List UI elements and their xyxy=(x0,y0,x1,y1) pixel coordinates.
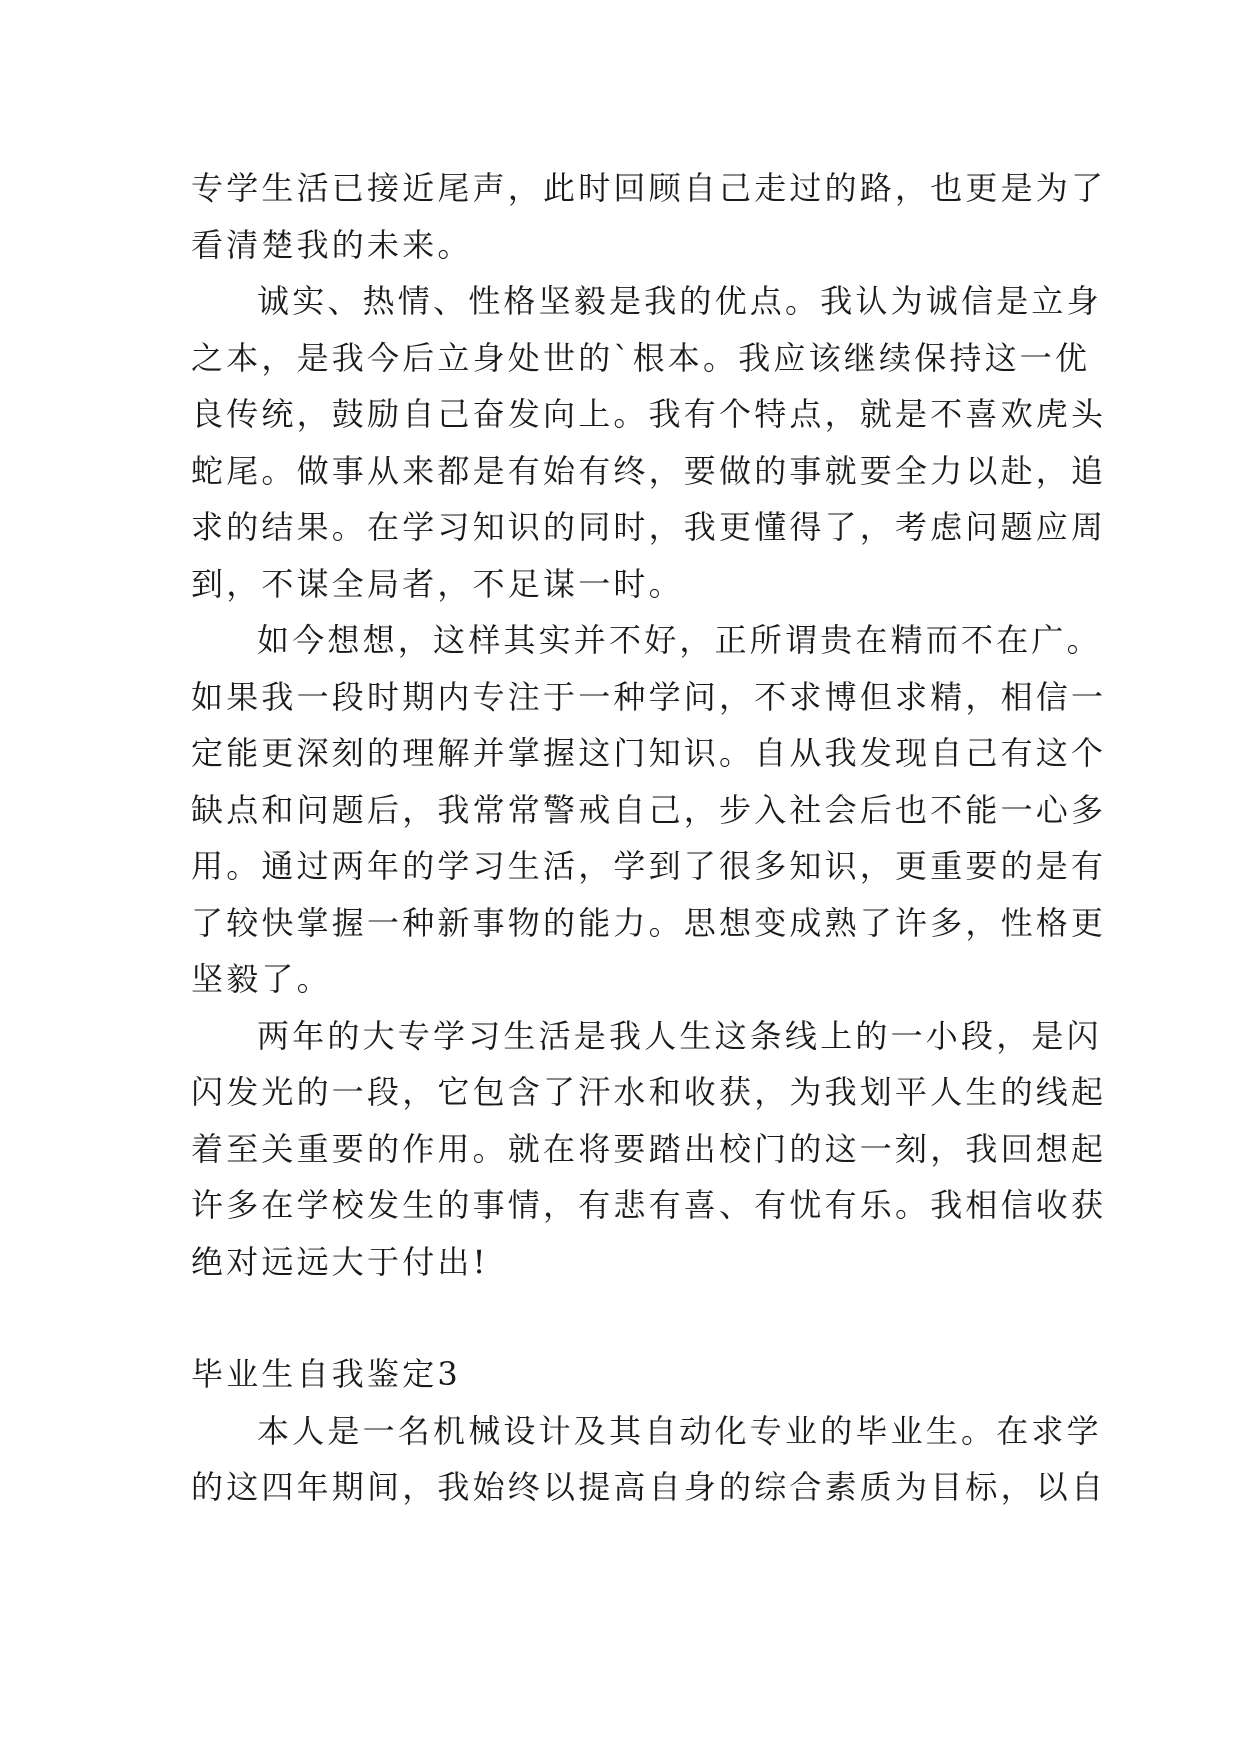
text-line: 坚毅了。 xyxy=(191,960,332,998)
text-line: 许多在学校发生的事情，有悲有喜、有忧有乐。我相信收获 xyxy=(191,1186,1107,1224)
text-line: 本人是一名机械设计及其自动化专业的毕业生。在求学 xyxy=(257,1411,1102,1450)
text-line: 到，不谋全局者，不足谋一时。 xyxy=(191,564,684,603)
text-line: 两年的大专学习生活是我人生这条线上的一小段，是闪 xyxy=(257,1016,1102,1055)
text-line: 专学生活已接近尾声，此时回顾自己走过的路，也更是为了 xyxy=(191,169,1107,207)
text-line: 缺点和问题后，我常常警戒自己，步入社会后也不能一心多 xyxy=(191,790,1107,829)
text-line: 求的结果。在学习知识的同时，我更懂得了，考虑问题应周 xyxy=(191,508,1107,546)
text-line: 的这四年期间，我始终以提高自身的综合素质为目标，以自 xyxy=(191,1468,1107,1506)
text-line: 良传统，鼓励自己奋发向上。我有个特点，就是不喜欢虎头 xyxy=(191,395,1107,433)
text-line: 闪发光的一段，它包含了汗水和收获，为我划平人生的线起 xyxy=(191,1073,1107,1111)
text-line: 着至关重要的作用。就在将要踏出校门的这一刻，我回想起 xyxy=(191,1129,1107,1168)
paragraph-3 xyxy=(191,612,1111,1008)
paragraph-5 xyxy=(191,1403,1111,1516)
paragraph-1 xyxy=(191,160,1111,273)
paragraph-4 xyxy=(191,1008,1111,1291)
text-line: 绝对远远大于付出! xyxy=(191,1242,489,1281)
document-body xyxy=(191,160,1111,1516)
text-line: 如今想想，这样其实并不好，正所谓贵在精而不在广。 xyxy=(257,621,1102,659)
text-line: 之本，是我今后立身处世的`根本。我应该继续保持这一优 xyxy=(191,338,1091,377)
text-line: 诚实、热情、性格坚毅是我的优点。我认为诚信是立身 xyxy=(257,282,1102,320)
paragraph-2 xyxy=(191,273,1111,612)
text-line: 了较快掌握一种新事物的能力。思想变成熟了许多，性格更 xyxy=(191,903,1107,942)
text-line: 如果我一段时期内专注于一种学问，不求博但求精，相信一 xyxy=(191,677,1107,716)
section-title: 毕业生自我鉴定3 xyxy=(191,1355,461,1393)
text-line: 用。通过两年的学习生活，学到了很多知识，更重要的是有 xyxy=(191,847,1107,885)
section-heading xyxy=(191,1346,1111,1403)
text-line: 蛇尾。做事从来都是有始有终，要做的事就要全力以赴，追 xyxy=(191,451,1107,490)
text-line: 看清楚我的未来。 xyxy=(191,225,473,264)
text-line: 定能更深刻的理解并掌握这门知识。自从我发现自己有这个 xyxy=(191,734,1107,772)
